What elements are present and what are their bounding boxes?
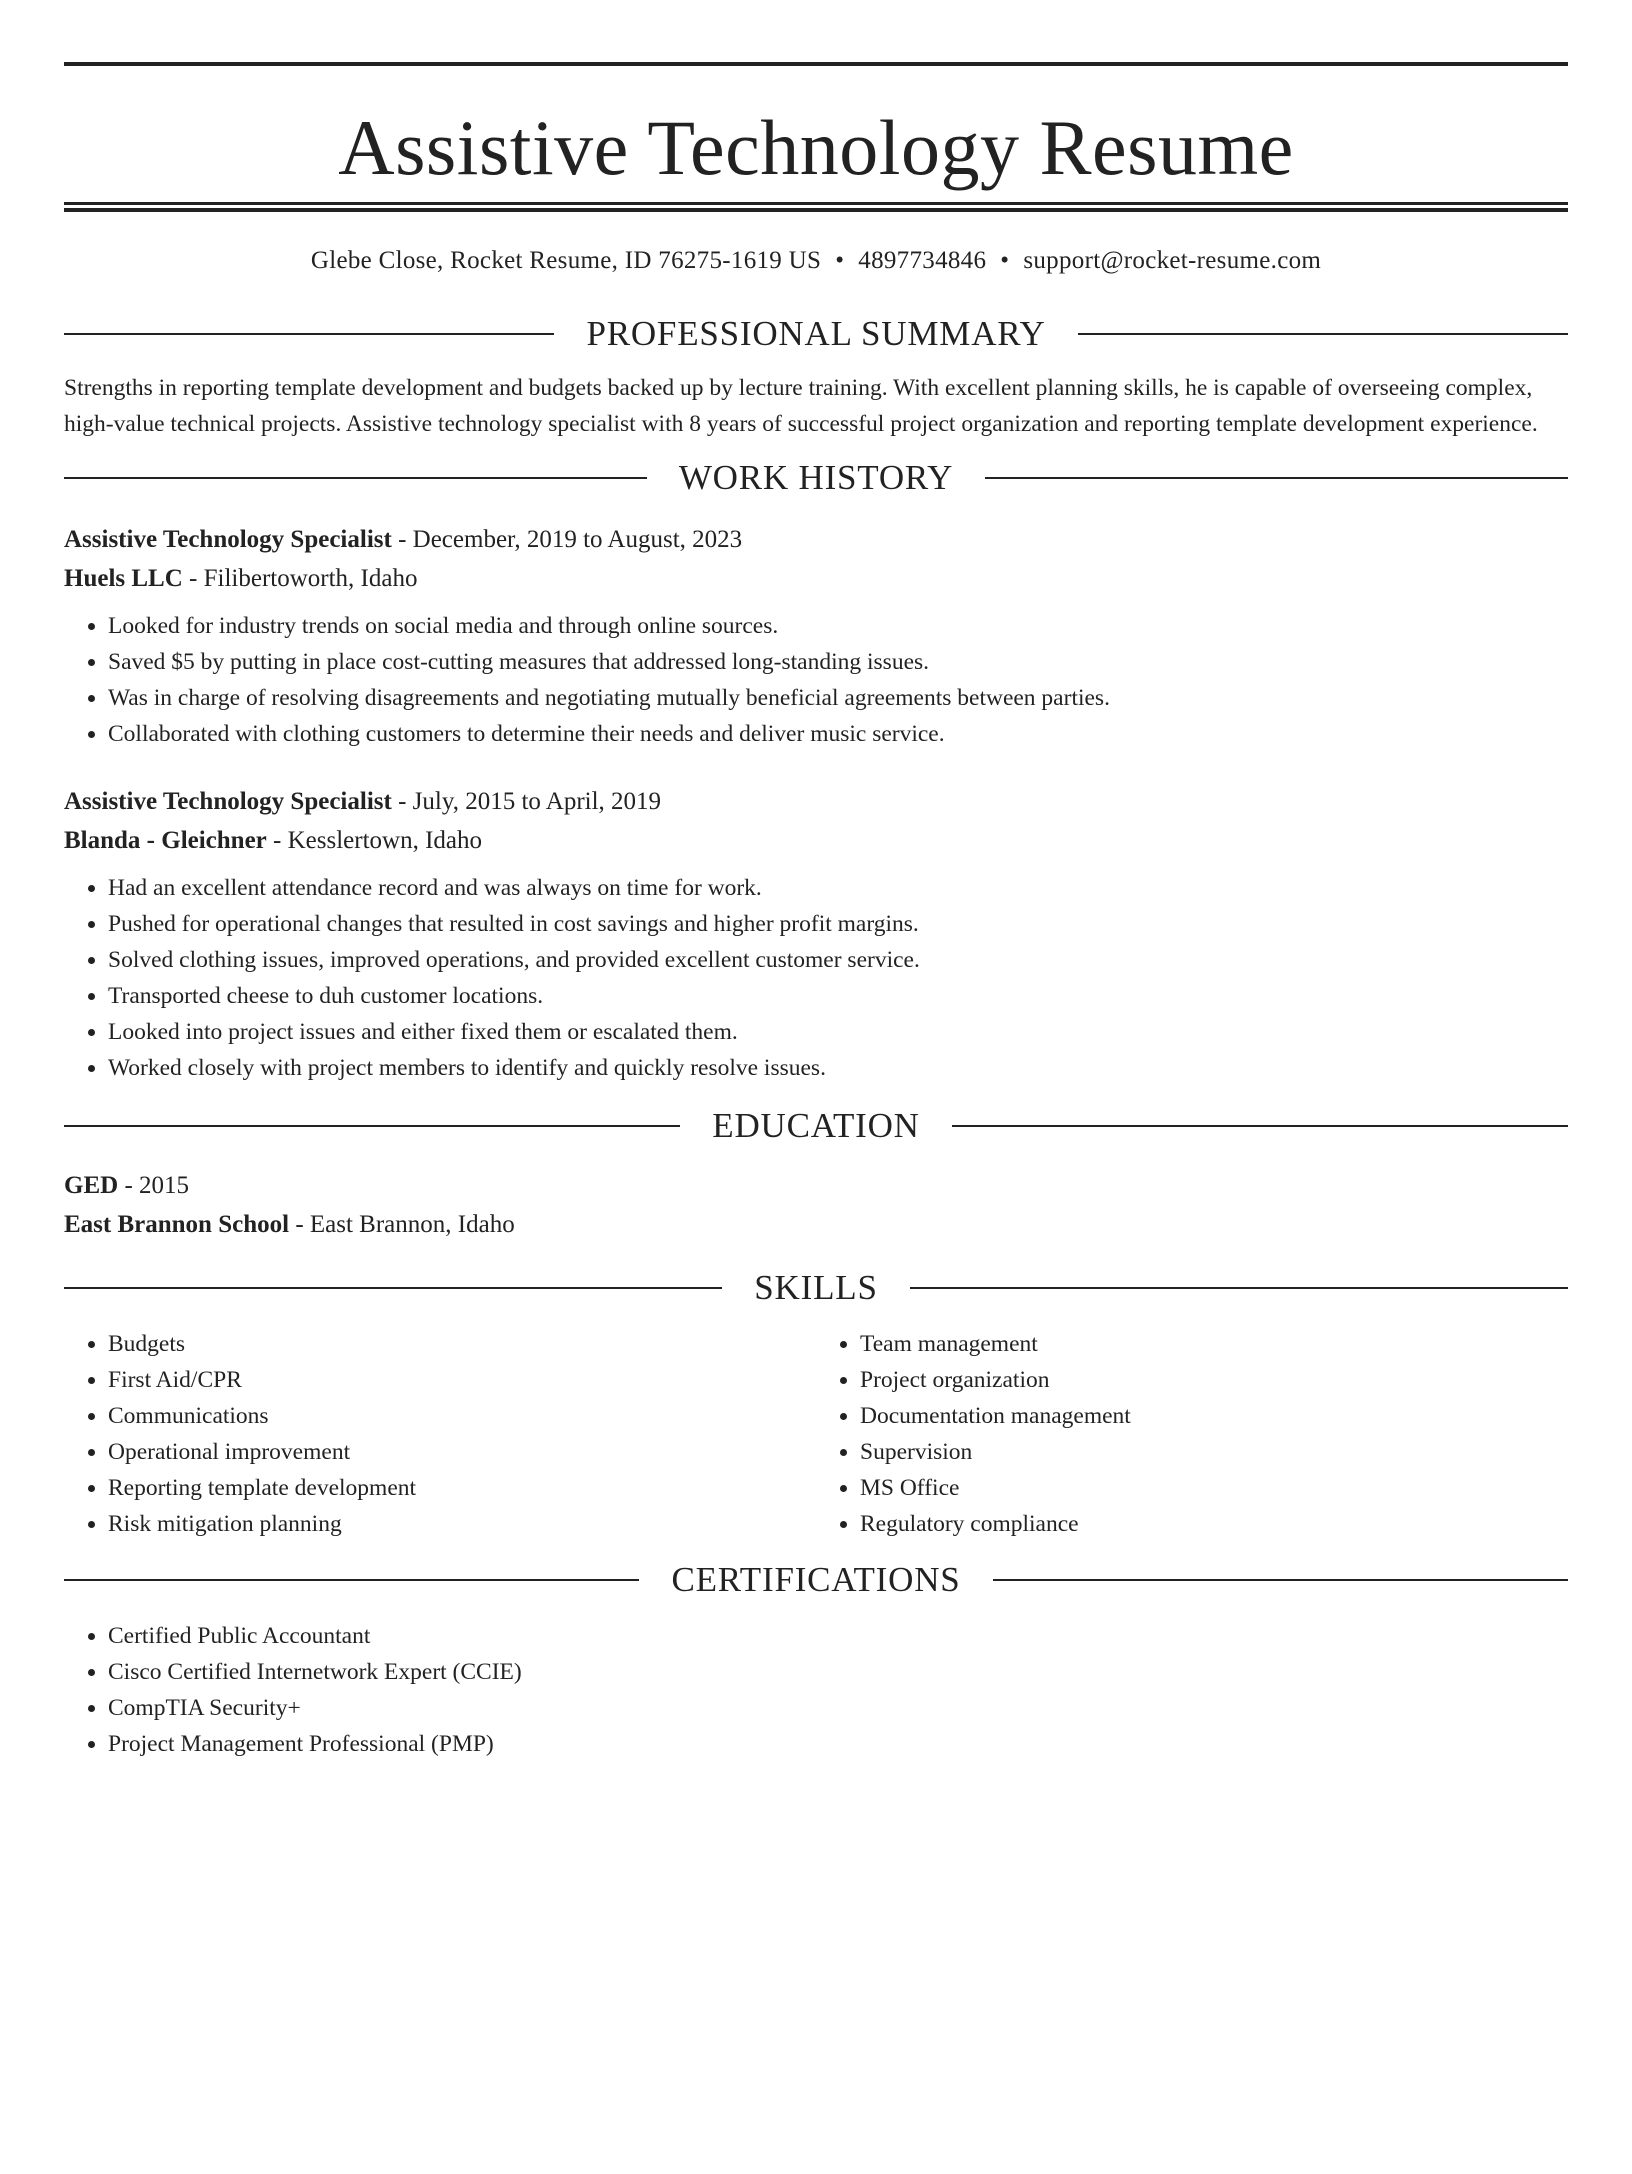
list-item: • Documentation management <box>860 1398 1568 1434</box>
heading-rule-left <box>64 1125 680 1127</box>
list-item: • Was in charge of resolving disagreements and negotiating mutually beneficial agreements between parties. <box>108 680 1568 716</box>
work-heading: WORK HISTORY <box>678 458 954 497</box>
job-bullets <box>64 608 1568 752</box>
resume-title: Assistive Technology Resume <box>338 104 1294 191</box>
skills-list-left <box>64 1326 816 1542</box>
certifications-heading: CERTIFICATIONS <box>671 1560 961 1599</box>
certifications-list <box>64 1618 1568 1762</box>
contact-line <box>64 246 1568 276</box>
section-heading-work <box>64 456 1568 500</box>
section-heading-skills <box>64 1266 1568 1310</box>
job-dates: - July, 2015 to April, 2019 <box>391 788 662 815</box>
heading-rule-left <box>64 1579 639 1581</box>
list-item: • Project Management Professional (PMP) <box>108 1726 1568 1762</box>
heading-rule-right <box>993 1579 1568 1581</box>
list-item: • Solved clothing issues, improved operations, and provided excellent customer service. <box>108 942 1568 978</box>
heading-rule-right <box>910 1287 1568 1289</box>
education-year: - 2015 <box>118 1172 190 1199</box>
list-item: • Pushed for operational changes that resulted in cost savings and higher profit margins. <box>108 906 1568 942</box>
resume-page <box>0 62 1632 2174</box>
list-item: • Reporting template development <box>108 1470 816 1506</box>
list-item: • Communications <box>108 1398 816 1434</box>
summary-text: Strengths in reporting template development and budgets backed up by lecture training. With excellent planning skills, he is capable of overseeing complex, high-value technical projects. Assistive technology specialist with 8 years of successful project organization and reporting template development experience. <box>64 375 1538 437</box>
job-title-line <box>64 782 1568 821</box>
job-title-line <box>64 520 1568 559</box>
list-item: • MS Office <box>860 1470 1568 1506</box>
list-item: • Risk mitigation planning <box>108 1506 816 1542</box>
list-item: • Team management <box>860 1326 1568 1362</box>
job-entry-2 <box>64 782 1568 1086</box>
list-item: • Cisco Certified Internetwork Expert (CCIE) <box>108 1654 1568 1690</box>
job-dates: - December, 2019 to August, 2023 <box>391 526 743 553</box>
job-location: - Kesslertown, Idaho <box>266 827 483 854</box>
list-item: • Looked for industry trends on social media and through online sources. <box>108 608 1568 644</box>
list-item: • Saved $5 by putting in place cost-cutting measures that addressed long-standing issues. <box>108 644 1568 680</box>
section-heading-summary <box>64 312 1568 356</box>
list-item: • Budgets <box>108 1326 816 1362</box>
list-item: • Had an excellent attendance record and was always on time for work. <box>108 870 1568 906</box>
education-entry <box>64 1166 1568 1244</box>
list-item: • Project organization <box>860 1362 1568 1398</box>
skills-heading: SKILLS <box>754 1268 878 1307</box>
list-item: • Operational improvement <box>108 1434 816 1470</box>
contact-email[interactable]: support@rocket-resume.com <box>1023 247 1322 274</box>
education-heading: EDUCATION <box>712 1106 920 1145</box>
education-school-line <box>64 1205 1568 1244</box>
job-location: - Filibertoworth, Idaho <box>182 565 418 592</box>
job-company-line <box>64 559 1568 598</box>
job-company: Blanda - Gleichner <box>64 827 267 854</box>
list-item: • Certified Public Accountant <box>108 1618 1568 1654</box>
job-company: Huels LLC <box>64 565 183 592</box>
list-item: • Worked closely with project members to identify and quickly resolve issues. <box>108 1050 1568 1086</box>
section-heading-education <box>64 1104 1568 1148</box>
skills-grid <box>64 1326 1568 1542</box>
contact-phone[interactable]: 4897734846 <box>858 247 987 274</box>
heading-rule-left <box>64 1287 722 1289</box>
heading-rule-right <box>985 477 1568 479</box>
job-company-line <box>64 821 1568 860</box>
education-degree-line <box>64 1166 1568 1205</box>
job-title: Assistive Technology Specialist <box>64 526 392 553</box>
list-item: • Regulatory compliance <box>860 1506 1568 1542</box>
heading-rule-left <box>64 333 554 335</box>
list-item: • Collaborated with clothing customers to determine their needs and deliver music service. <box>108 716 1568 752</box>
education-degree: GED <box>64 1172 119 1199</box>
job-bullets <box>64 870 1568 1086</box>
job-entry-1 <box>64 520 1568 752</box>
skills-list-right <box>816 1326 1568 1542</box>
education-school: East Brannon School <box>64 1211 290 1238</box>
list-item: • CompTIA Security+ <box>108 1690 1568 1726</box>
list-item: • Transported cheese to duh customer locations. <box>108 978 1568 1014</box>
heading-rule-right <box>952 1125 1568 1127</box>
section-heading-certifications <box>64 1558 1568 1602</box>
contact-separator: • <box>835 247 845 274</box>
contact-separator: • <box>1000 247 1010 274</box>
summary-heading: PROFESSIONAL SUMMARY <box>586 314 1046 353</box>
heading-rule-right <box>1078 333 1568 335</box>
list-item: • Looked into project issues and either fixed them or escalated them. <box>108 1014 1568 1050</box>
heading-rule-left <box>64 477 647 479</box>
list-item: • Supervision <box>860 1434 1568 1470</box>
contact-address: Glebe Close, Rocket Resume, ID 76275-1619 US <box>310 247 822 274</box>
title-double-rule <box>64 202 1568 212</box>
job-title: Assistive Technology Specialist <box>64 788 392 815</box>
list-item: • First Aid/CPR <box>108 1362 816 1398</box>
education-location: - East Brannon, Idaho <box>289 1211 515 1238</box>
